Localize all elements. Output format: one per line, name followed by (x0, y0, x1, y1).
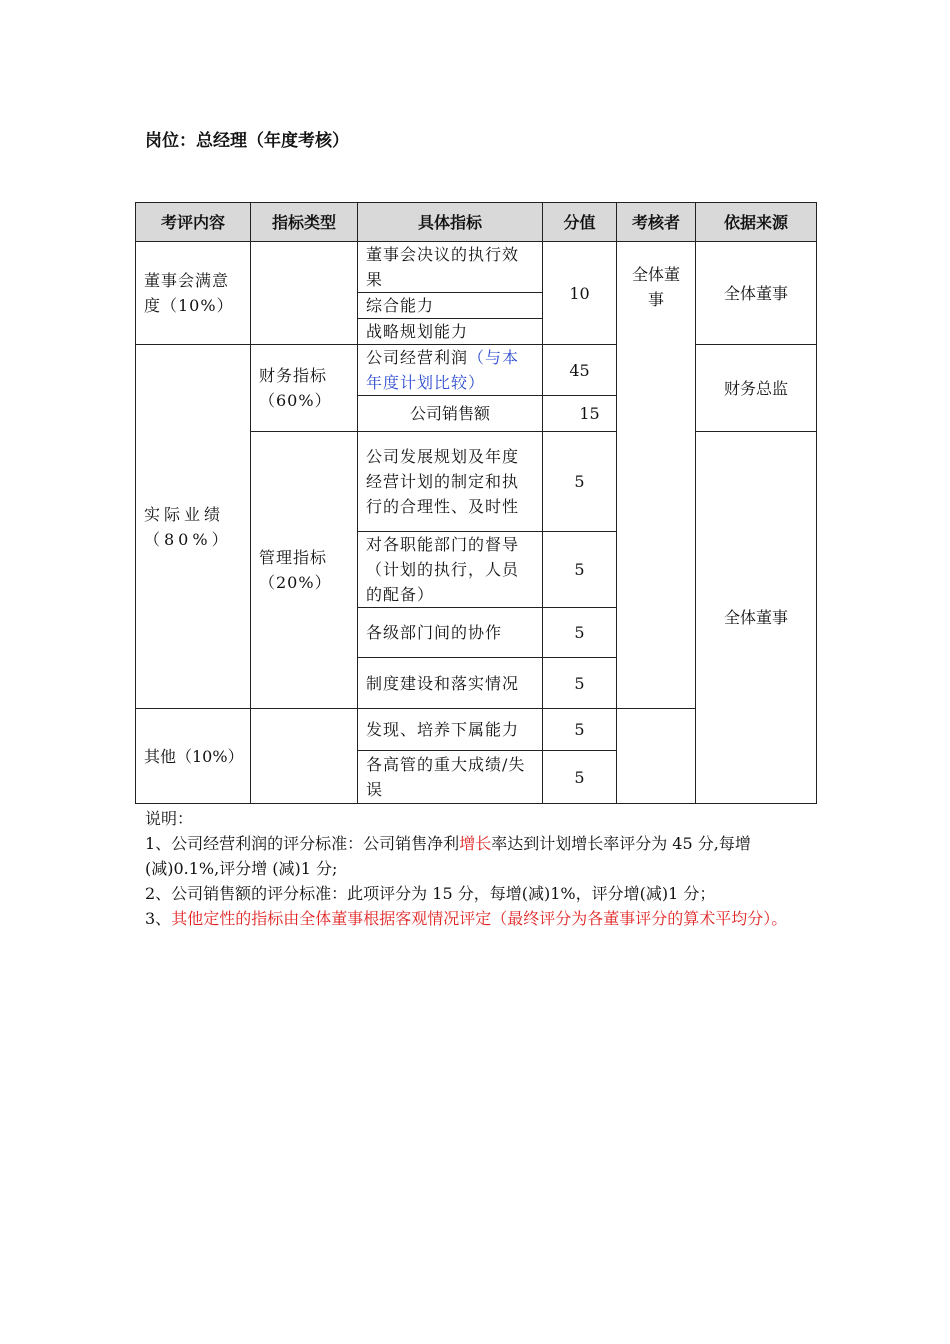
profit-note: （与本年度计划比较） (366, 348, 520, 392)
finance-profit-score: 45 (543, 345, 617, 396)
note-3 (145, 906, 815, 931)
management-indicator-4: 制度建设和落实情况 (358, 658, 543, 709)
management-indicator-1: 公司发展规划及年度经营计划的制定和执行的合理性、及时性 (358, 432, 543, 532)
finance-sales-score: 15 (543, 396, 617, 432)
board-indicator-3: 战略规划能力 (358, 319, 543, 345)
header-indicator: 具体指标 (358, 203, 543, 242)
profit-label: 公司经营利润 (366, 348, 469, 367)
header-score: 分值 (543, 203, 617, 242)
notes-section (145, 806, 815, 931)
note-1 (145, 831, 815, 881)
board-indicator-2: 综合能力 (358, 293, 543, 319)
table-row (136, 242, 817, 293)
other-indicator-2: 各高管的重大成绩/失误 (358, 751, 543, 804)
management-source: 全体董事 (696, 432, 817, 804)
table-row (136, 345, 817, 396)
management-indicator-3: 各级部门间的协作 (358, 608, 543, 658)
other-type (251, 709, 358, 804)
board-type (251, 242, 358, 345)
management-score-4: 5 (543, 658, 617, 709)
note-3-highlight: 其他定性的指标由全体董事根据客观情况评定（最终评分为各董事评分的算术平均分）。 (171, 909, 788, 928)
other-assessor (617, 709, 696, 804)
header-type: 指标类型 (251, 203, 358, 242)
header-assessor: 考核者 (617, 203, 696, 242)
management-type: 管理指标（20%） (251, 432, 358, 709)
note-1-start: 1、公司经营利润的评分标准：公司销售净利 (145, 834, 460, 853)
other-content: 其他（10%） (136, 709, 251, 804)
other-indicator-1: 发现、培养下属能力 (358, 709, 543, 751)
management-score-1: 5 (543, 432, 617, 532)
performance-content: 实际业绩（80%） (136, 345, 251, 709)
note-1-highlight: 增长 (459, 834, 492, 853)
finance-profit-indicator (358, 345, 543, 396)
note-2: 2、公司销售额的评分标准：此项评分为 15 分，每增(减)1%，评分增(减)1 分； (145, 884, 716, 903)
board-content: 董事会满意度（10%） (136, 242, 251, 345)
header-content: 考评内容 (136, 203, 251, 242)
board-score: 10 (543, 242, 617, 345)
management-indicator-2: 对各职能部门的督导（计划的执行，人员的配备） (358, 532, 543, 608)
board-indicator-1: 董事会决议的执行效果 (358, 242, 543, 293)
assessor-cell: 全体董事 (617, 242, 696, 709)
finance-source: 财务总监 (696, 345, 817, 432)
notes-heading: 说明： (145, 809, 194, 828)
assessment-table (135, 202, 817, 804)
table-header-row (136, 203, 817, 242)
board-source: 全体董事 (696, 242, 817, 345)
finance-type: 财务指标（60%） (251, 345, 358, 432)
other-score-2: 5 (543, 751, 617, 804)
note-1-end: 率达到计划增长率评分为 45 分,每增(减)0.1%,评分增 (减)1 分; (145, 834, 751, 878)
finance-sales-indicator: 公司销售额 (358, 396, 543, 432)
page-title: 岗位：总经理（年度考核） (145, 131, 349, 151)
header-source: 依据来源 (696, 203, 817, 242)
management-score-3: 5 (543, 608, 617, 658)
note-3-number: 3、 (145, 909, 172, 928)
management-score-2: 5 (543, 532, 617, 608)
other-score-1: 5 (543, 709, 617, 751)
